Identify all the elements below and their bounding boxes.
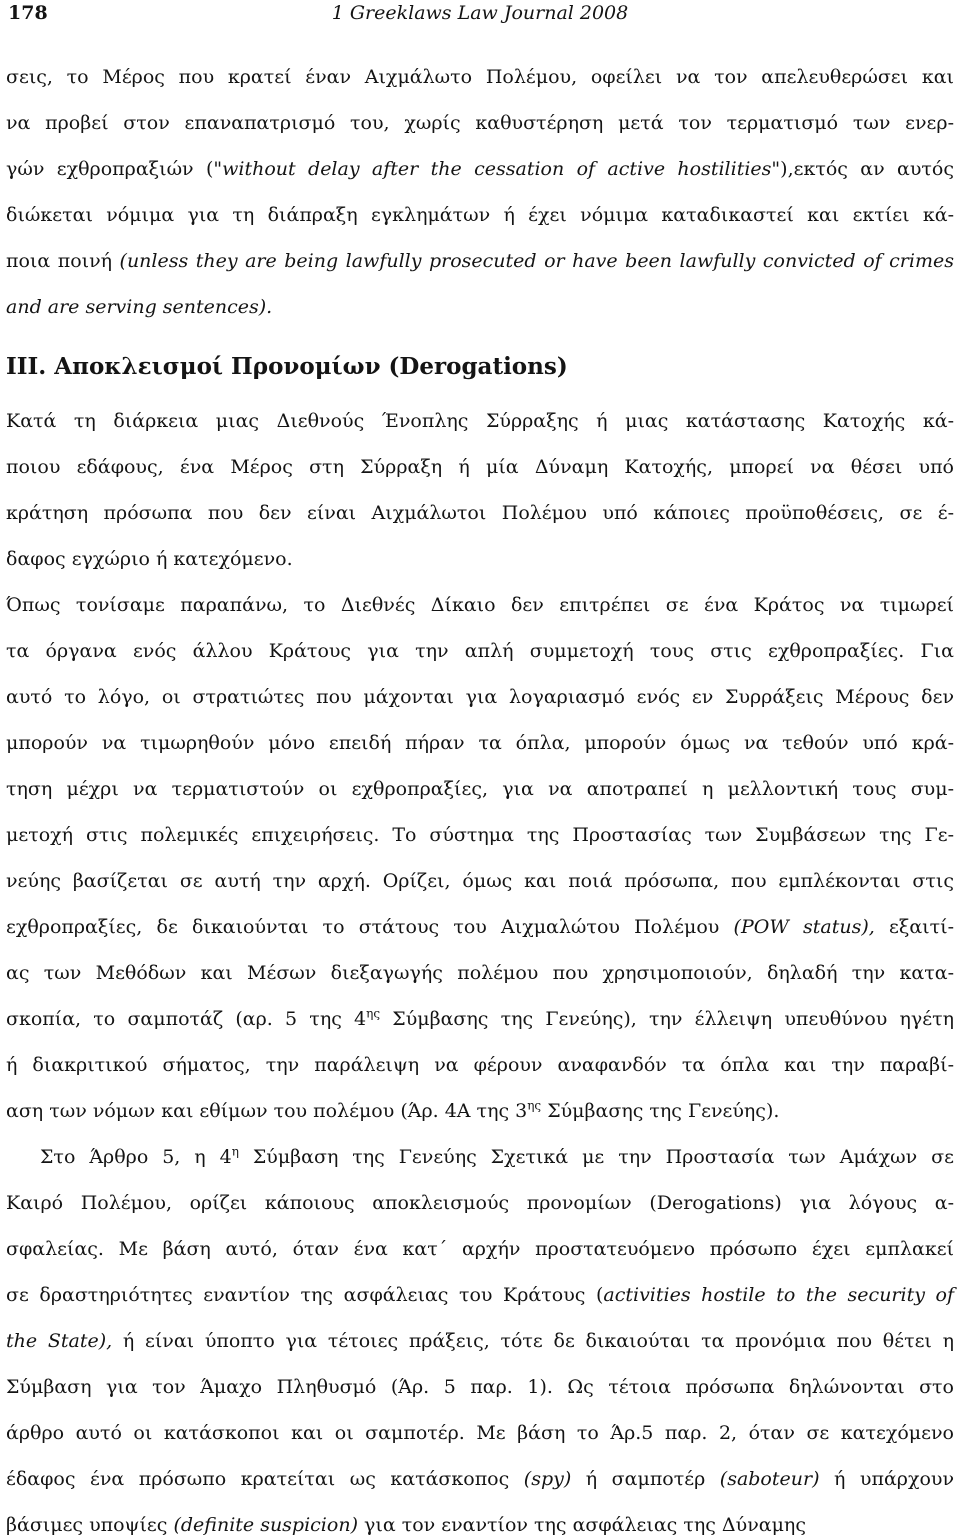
line-text: σκοπία, το σαμποτάζ (αρ. 5 της 4 <box>6 1008 367 1030</box>
page-number: 178 <box>8 2 48 24</box>
line-text: ή σαμποτέρ <box>571 1468 720 1490</box>
text-line <box>6 1466 954 1492</box>
line-text: κράτηση πρόσωπα που δεν είναι Αιχμάλωτοι Πολέμου υπό κάποιες προϋποθέσεις, σε έ- <box>6 502 954 524</box>
line-text: Σύμβασης της Γενεύης), την έλλειψη υπευθύνου ηγέτη <box>380 1008 954 1030</box>
text-line <box>6 1512 954 1538</box>
line-text: τηση μέχρι να τερματιστούν οι εχθροπραξίες, για να αποτραπεί η μελλοντική τους συμ- <box>6 778 954 800</box>
italic-text: (spy) <box>523 1468 572 1490</box>
journal-title: 1 Greeklaws Law Journal 2008 <box>331 2 629 24</box>
line-text: Σύμβασης της Γενεύης). <box>541 1100 780 1122</box>
text-line <box>6 776 954 802</box>
text-line <box>6 156 954 182</box>
text-line <box>6 638 954 664</box>
italic-text: (unless they are being lawfully prosecuted or have been lawfully convicted of crimes <box>119 250 954 272</box>
line-text: αυτό το λόγο, οι στρατιώτες που μάχονται για λογαριασμό ενός εν Συρράξεις Μέρους δεν <box>6 686 954 708</box>
line-text: Όπως τονίσαμε παραπάνω, το Διεθνές Δίκαιο δεν επιτρέπει σε ένα Κράτος να τιμωρεί <box>6 594 954 616</box>
line-text: μπορούν να τιμωρηθούν μόνο επειδή πήραν τα όπλα, μπορούν όμως να τεθούν υπό κρά- <box>6 732 954 754</box>
text-line <box>6 110 954 136</box>
text-line <box>6 248 954 274</box>
text-line <box>6 1052 954 1078</box>
line-text: άρθρο αυτό οι κατάσκοποι και οι σαμποτέρ. Με βάση το Άρ.5 παρ. 2, όταν σε κατεχόμενο <box>6 1422 954 1444</box>
line-text: αση των νόμων και εθίμων του πολέμου (Άρ. 4Α της 3 <box>6 1100 528 1122</box>
text-line <box>6 1098 954 1124</box>
italic-text: the State), <box>6 1330 113 1352</box>
text-line <box>6 822 954 848</box>
italic-text: and are serving sentences). <box>6 296 273 318</box>
text-line <box>6 546 954 572</box>
ordinal-suffix: ης <box>527 1098 542 1113</box>
line-text: Καιρό Πολέμου, ορίζει κάποιους αποκλεισμούς προνομίων (Derogations) για λόγους α- <box>6 1192 954 1214</box>
text-line <box>6 1006 954 1032</box>
line-text: γών εχθροπραξιών (" <box>6 158 223 180</box>
line-text: ή υπάρχουν <box>819 1468 954 1490</box>
text-line <box>6 454 954 480</box>
text-line <box>40 1144 954 1170</box>
text-line <box>6 1328 954 1354</box>
line-text: μετοχή στις πολεμικές επιχειρήσεις. Το σύστημα της Προστασίας των Συμβάσεων της Γε- <box>6 824 954 846</box>
italic-text: activities hostile to the security of <box>603 1284 955 1306</box>
line-text: νεύης βασίζεται σε αυτή την αρχή. Ορίζει, όμως και ποιά πρόσωπα, που εμπλέκονται στις <box>6 870 954 892</box>
italic-text: without delay after the cessation of active hostilities <box>222 158 772 180</box>
text-line <box>6 408 954 434</box>
text-line <box>6 1282 954 1308</box>
text-line <box>6 1374 954 1400</box>
text-line <box>6 960 954 986</box>
line-text: εξαιτί- <box>874 916 954 938</box>
line-text: για τον εναντίον της ασφάλειας της Δύναμης <box>357 1514 806 1536</box>
line-text: ας των Μεθόδων και Μέσων διεξαγωγής πολέμου που χρησιμοποιούν, δηλαδή την κατα- <box>6 962 954 984</box>
text-line <box>6 500 954 526</box>
text-line <box>6 914 954 940</box>
line-text: σε δραστηριότητες εναντίον της ασφάλειας του Κράτους ( <box>6 1284 604 1306</box>
text-line <box>6 1420 954 1446</box>
text-line <box>6 202 954 228</box>
line-text: "),εκτός αν αυτός <box>771 158 955 180</box>
line-text: Σύμβαση για τον Άμαχο Πληθυσμό (Άρ. 5 παρ. 1). Ως τέτοια πρόσωπα δηλώνονται στο <box>6 1376 954 1398</box>
line-text: ή είναι ύποπτο για τέτοιες πράξεις, τότε δε δικαιούται τα προνόμια που θέτει η <box>112 1330 954 1352</box>
italic-text: (saboteur) <box>719 1468 820 1490</box>
line-text: να προβεί στον επαναπατρισμό του, χωρίς καθυστέρηση μετά τον τερματισμό των ενερ- <box>6 112 954 134</box>
ordinal-suffix: η <box>231 1144 239 1159</box>
italic-text: (POW status), <box>733 916 875 938</box>
section-heading: III. Αποκλεισμοί Προνομίων (Derogations) <box>6 353 568 380</box>
page-header <box>8 2 952 28</box>
italic-text: (definite suspicion) <box>173 1514 358 1536</box>
line-text: ποια ποινή <box>6 250 120 272</box>
line-text: Σύμβαση της Γενεύης Σχετικά με την Προστασία των Αμάχων σε <box>238 1146 954 1168</box>
line-text: σφαλείας. Με βάση αυτό, όταν ένα κατ΄ αρχήν προστατευόμενο πρόσωπο έχει εμπλακεί <box>6 1238 954 1260</box>
text-line <box>6 1236 954 1262</box>
line-text: Στο Άρθρο 5, η 4 <box>40 1146 232 1168</box>
text-line <box>6 592 954 618</box>
line-text: εχθροπραξίες, δε δικαιούνται το στάτους του Αιχμαλώτου Πολέμου <box>6 916 734 938</box>
line-text: σεις, το Μέρος που κρατεί έναν Αιχμάλωτο Πολέμου, οφείλει να τον απελευθερώσει και <box>6 66 954 88</box>
line-text: τα όργανα ενός άλλου Κράτους για την απλή συμμετοχή τους στις εχθροπραξίες. Για <box>6 640 954 662</box>
line-text: Κατά τη διάρκεια μιας Διεθνούς Ένοπλης Σύρραξης ή μιας κατάστασης Κατοχής κά- <box>6 410 954 432</box>
line-text: ποιου εδάφους, ένα Μέρος στη Σύρραξη ή μία Δύναμη Κατοχής, μπορεί να θέσει υπό <box>6 456 954 478</box>
line-text: δαφος εγχώριο ή κατεχόμενο. <box>6 548 293 570</box>
text-line <box>6 64 954 90</box>
ordinal-suffix: ης <box>366 1006 381 1021</box>
line-text: διώκεται νόμιμα για τη διάπραξη εγκλημάτων ή έχει νόμιμα καταδικαστεί και εκτίει κά- <box>6 204 954 226</box>
text-line <box>6 868 954 894</box>
line-text: έδαφος ένα πρόσωπο κρατείται ως κατάσκοπος <box>6 1468 524 1490</box>
text-line <box>6 1190 954 1216</box>
text-line <box>6 730 954 756</box>
text-line <box>6 294 954 320</box>
line-text: ή διακριτικού σήματος, την παράλειψη να φέρουν αναφανδόν τα όπλα και την παραβί- <box>6 1054 954 1076</box>
text-line <box>6 684 954 710</box>
line-text: βάσιμες υποψίες <box>6 1514 174 1536</box>
